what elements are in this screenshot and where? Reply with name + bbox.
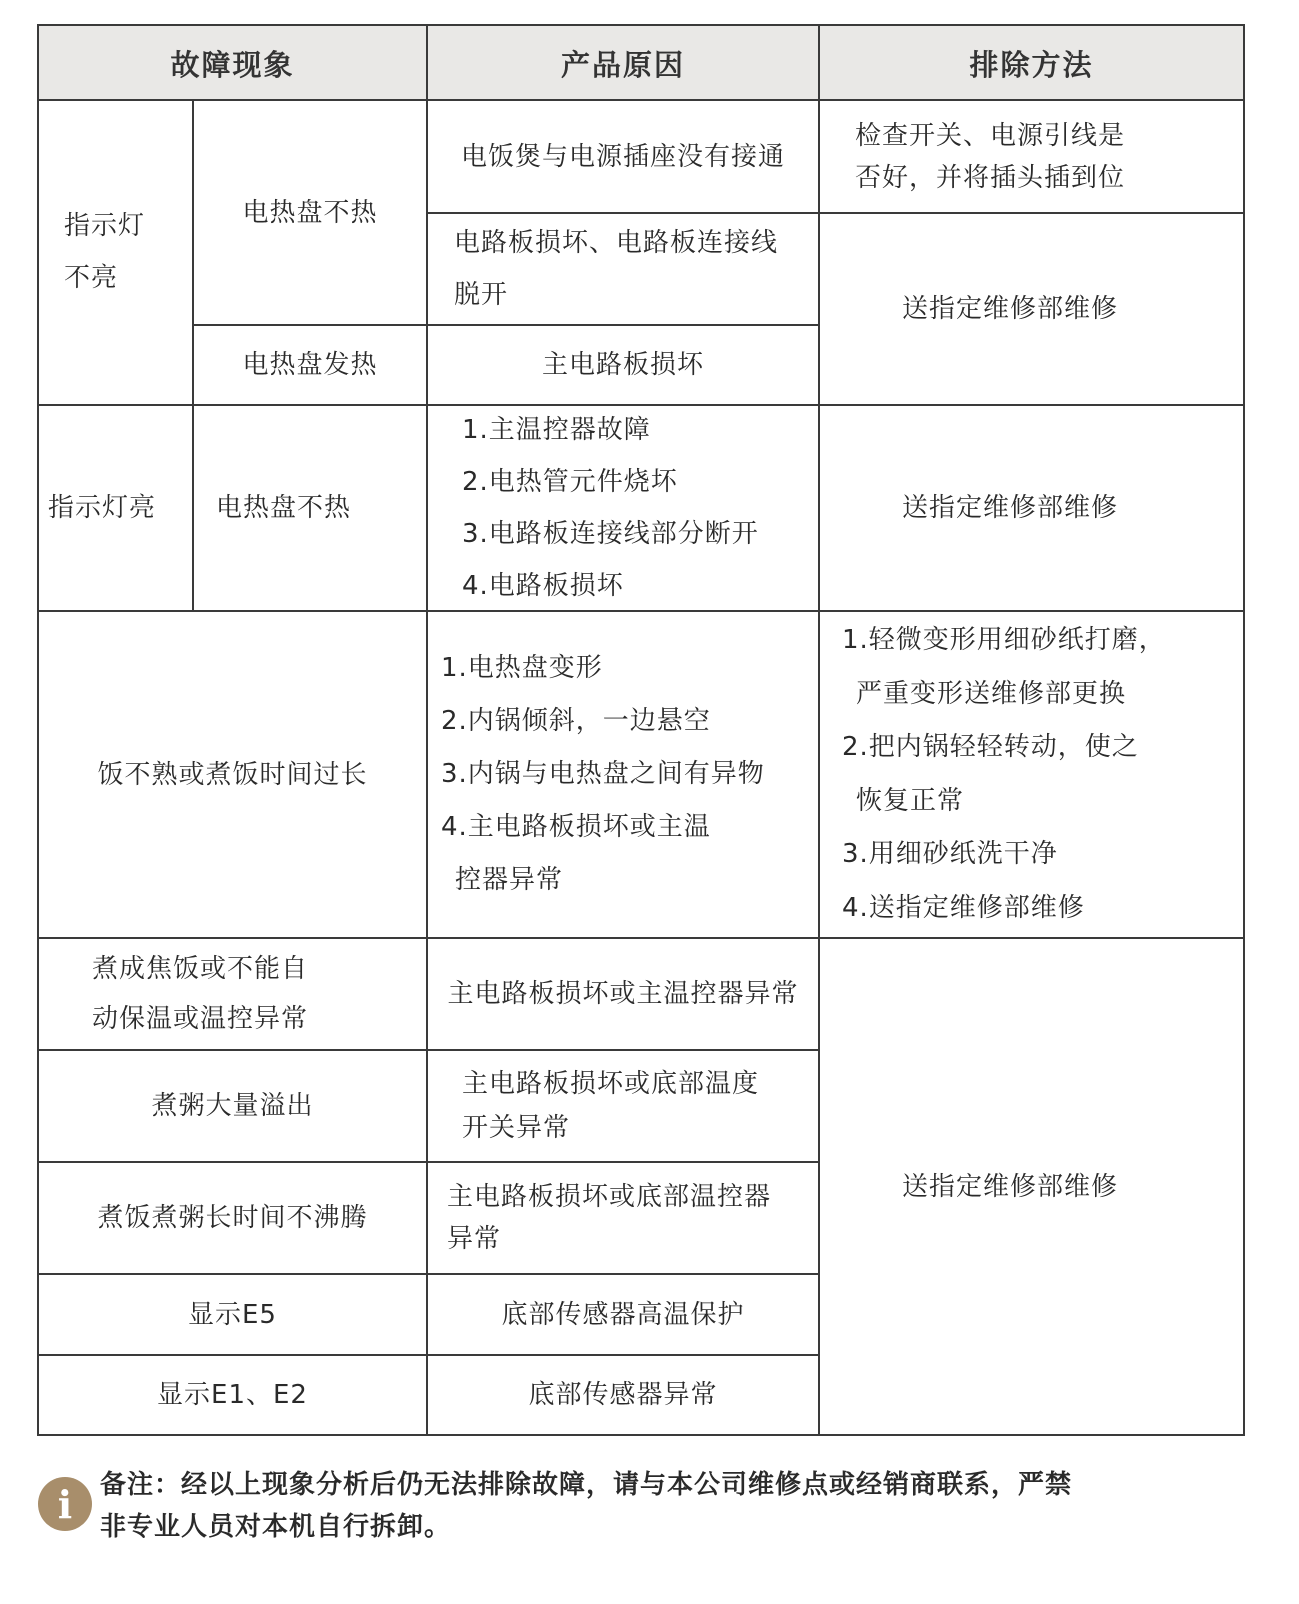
cell-causes-list bbox=[462, 406, 818, 610]
list-item: 4.电路板损坏 bbox=[462, 571, 624, 601]
list-item: 2.电热管元件烧坏 bbox=[462, 467, 678, 497]
list-item: 严重变形送维修部更换 bbox=[856, 678, 1127, 709]
info-icon: i bbox=[38, 1477, 92, 1531]
list-item: 3.用细砂纸洗干净 bbox=[842, 839, 1058, 869]
cell-cause: 底部传感器异常 bbox=[528, 1380, 718, 1410]
cell-cause: 底部传感器高温保护 bbox=[501, 1299, 745, 1330]
list-item: 恢复正常 bbox=[856, 785, 965, 816]
list-item: 1.轻微变形用细砂纸打磨， bbox=[842, 625, 1166, 655]
cell-cause: 主电路板损坏或底部温控器 异常 bbox=[447, 1182, 772, 1254]
list-item: 4.主电路板损坏或主温 bbox=[441, 812, 711, 842]
cell-cause-board: 电路板损坏、电路板连接线 脱开 bbox=[454, 228, 779, 310]
footnote: 备注：经以上现象分析后仍无法排除故障，请与本公司维修点或经销商联系，严禁 非专业人员对本机自行拆卸。 bbox=[100, 1470, 1073, 1542]
cell-plate-heating: 电热盘发热 bbox=[242, 350, 378, 380]
cell-cause-main-board: 主电路板损坏 bbox=[541, 350, 704, 380]
cell-cause: 主电路板损坏或主温控器异常 bbox=[447, 979, 799, 1009]
list-item: 2.把内锅轻轻转动，使之 bbox=[842, 732, 1139, 762]
cell-plate-not-heating: 电热盘不热 bbox=[242, 197, 378, 228]
list-item: 2.内锅倾斜，一边悬空 bbox=[441, 706, 711, 736]
cell-not-boiling: 煮饭煮粥长时间不沸腾 bbox=[97, 1203, 368, 1233]
list-item: 1.电热盘变形 bbox=[441, 653, 603, 683]
cell-rice-undercooked: 饭不熟或煮饭时间过长 bbox=[97, 759, 368, 790]
cell-solution-repair: 送指定维修部维修 bbox=[901, 294, 1118, 324]
cell-indicator-on: 指示灯亮 bbox=[48, 493, 157, 523]
cell-solution-repair: 送指定维修部维修 bbox=[901, 493, 1118, 523]
header-cause: 产品原因 bbox=[428, 26, 818, 100]
divider bbox=[426, 24, 428, 1436]
list-item: 控器异常 bbox=[455, 865, 564, 895]
cell-solution-check: 检查开关、电源引线是 否好，并将插头插到位 bbox=[855, 120, 1126, 193]
cell-cause-power: 电饭煲与电源插座没有接通 bbox=[460, 141, 785, 172]
cell-error-e1-e2: 显示E1、E2 bbox=[157, 1380, 308, 1410]
list-item: 3.电路板连接线部分断开 bbox=[462, 519, 759, 549]
cell-indicator-off: 指示灯 不亮 bbox=[64, 210, 146, 293]
list-item: 1.主温控器故障 bbox=[462, 415, 651, 445]
cell-burnt-rice: 煮成焦饭或不能自 动保温或温控异常 bbox=[92, 954, 309, 1034]
header-solution: 排除方法 bbox=[820, 26, 1243, 100]
cell-causes-list bbox=[441, 612, 818, 937]
cell-cause: 主电路板损坏或底部温度 开关异常 bbox=[462, 1069, 760, 1143]
cell-solution-repair: 送指定维修部维修 bbox=[901, 1171, 1118, 1202]
header-symptom: 故障现象 bbox=[39, 26, 426, 100]
cell-porridge-overflow: 煮粥大量溢出 bbox=[151, 1091, 314, 1121]
cell-error-e5: 显示E5 bbox=[188, 1299, 277, 1330]
cell-plate-not-heating: 电热盘不热 bbox=[216, 493, 352, 523]
list-item: 4.送指定维修部维修 bbox=[842, 892, 1085, 923]
list-item: 3.内锅与电热盘之间有异物 bbox=[441, 759, 765, 789]
cell-solutions-list bbox=[842, 612, 1243, 937]
